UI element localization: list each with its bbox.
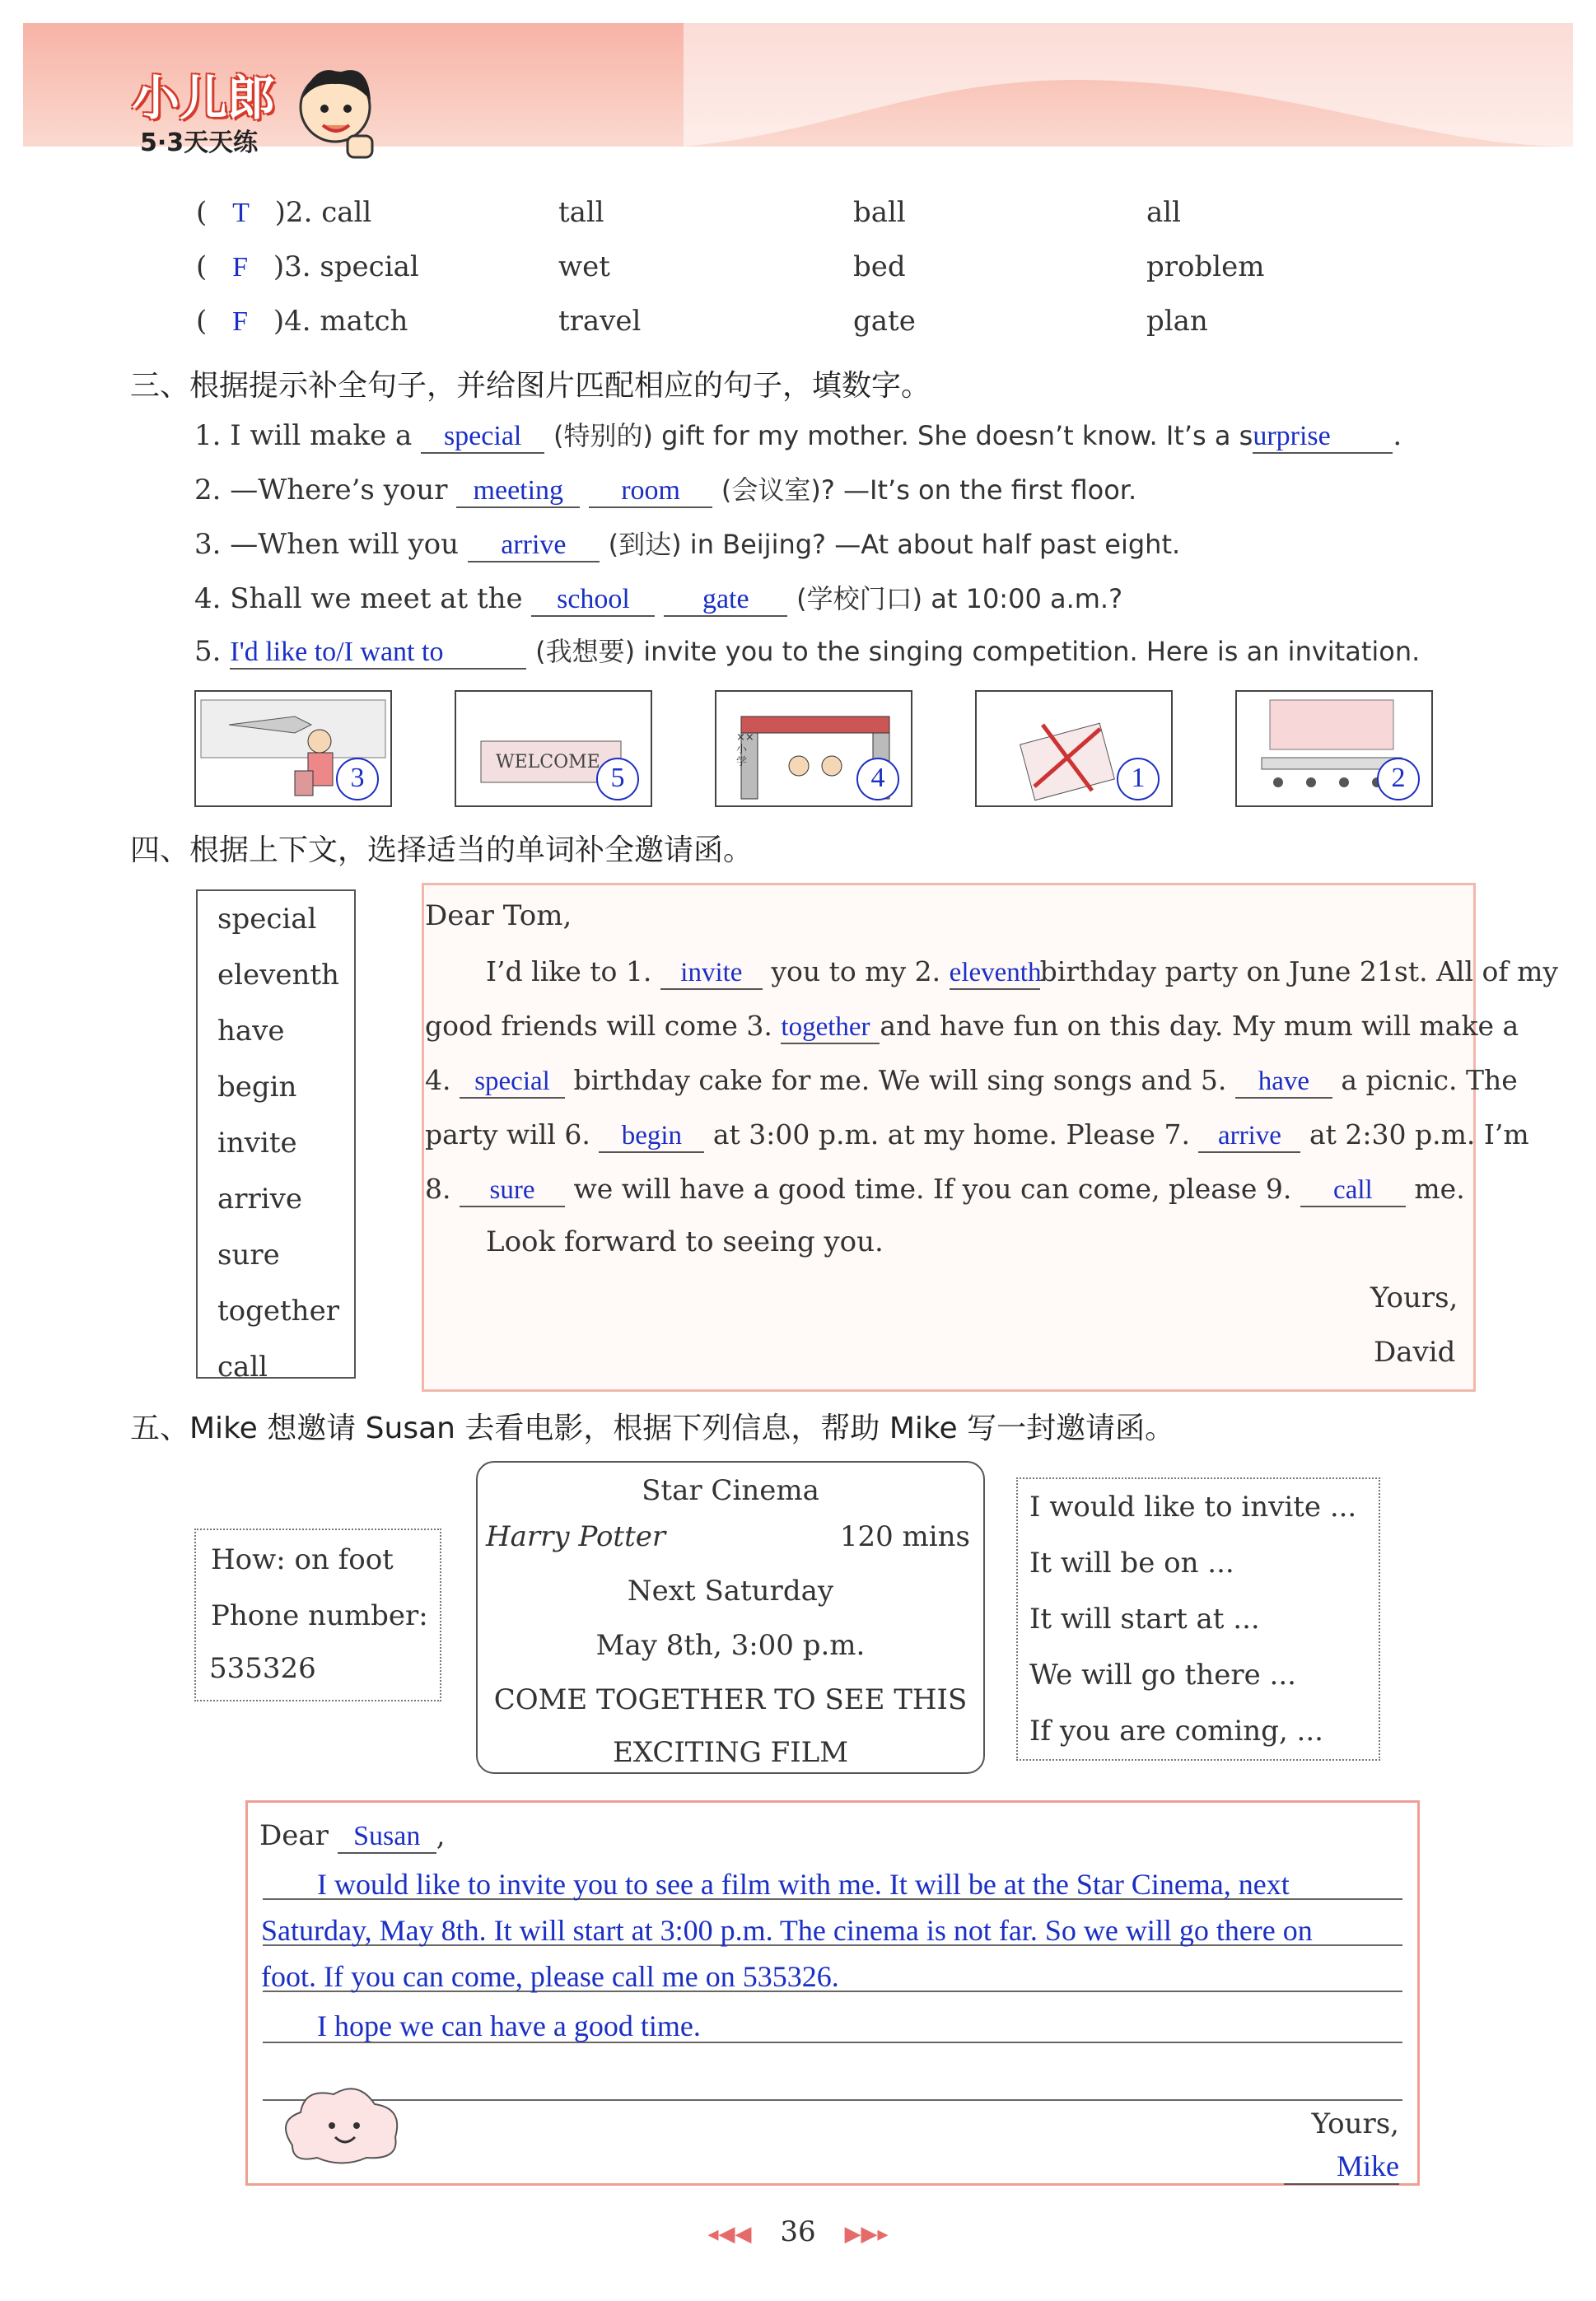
letter-line: I’d like to 1. invite you to my 2. eleventhbirthday party on June 21st. All of my [486, 955, 1558, 990]
answer-blank: gate [664, 584, 787, 617]
word-item: begin [217, 1071, 297, 1104]
word-item: eleventh [217, 959, 339, 992]
picture-meeting-room [1235, 690, 1433, 807]
answer-blank: arrive [468, 530, 600, 562]
judge-mark: F [232, 252, 248, 282]
header-wave [684, 23, 1573, 147]
letter-greeting: Dear Tom, [425, 899, 572, 932]
cloud-face-icon [259, 2071, 424, 2170]
word-item: special [217, 903, 317, 936]
answer-blank: urprise [1253, 421, 1393, 454]
picture-number: 4 [856, 758, 899, 800]
sentence-4: 4. Shall we meet at the school gate (学校门口) at 10:00 a.m.? [194, 582, 1123, 615]
cinema-ticket: Star Cinema Harry Potter 120 mins Next Saturday May 8th, 3:00 p.m. COME TOGETHER TO SEE THIS EXCITING FILM [476, 1461, 985, 1774]
answer-blank: eleventh [950, 958, 1040, 990]
series-name: 5·3天天练 [140, 128, 259, 157]
answer-blank: Susan [338, 1821, 436, 1854]
answer-blank: begin [599, 1121, 704, 1153]
closing: Yours, [1311, 2107, 1399, 2140]
answer-blank: I'd like to/I want to [230, 637, 526, 670]
answer-blank: arrive [1198, 1121, 1300, 1153]
letter-signature: David [1374, 1336, 1456, 1369]
judge-row: ( F )4. match [196, 305, 408, 338]
letter-line: Look forward to seeing you. [486, 1225, 884, 1258]
answer-blank: special [460, 1066, 565, 1099]
info-box: How: on foot Phone number: 535326 [194, 1529, 441, 1701]
picture-welcome [455, 690, 652, 807]
page-footer [0, 2215, 1596, 2248]
page-number: 36 [780, 2215, 816, 2248]
answer-blank: room [589, 475, 712, 508]
mascot-icon [290, 58, 380, 165]
judge-mark: F [232, 306, 248, 337]
letter-line: 4. special birthday cake for me. We will sing songs and 5. have a picnic. The [425, 1064, 1518, 1099]
sentence-2: 2. —Where’s your meeting room (会议室)? —It’s on the first floor. [194, 474, 1137, 506]
prev-arrows-icon: ◂◀◀ [707, 2222, 752, 2247]
answer-blank: sure [460, 1175, 565, 1207]
judge-row: ( F )3. special [196, 250, 419, 283]
letter-line: good friends will come 3. together and have fun on this day. My mum will make a [425, 1010, 1519, 1044]
word-item: call [217, 1351, 268, 1384]
word-item: sure [217, 1239, 280, 1272]
sentence-3: 3. —When will you arrive (到达) in Beijing? —At about half past eight. [194, 528, 1181, 561]
picture-number: 2 [1377, 758, 1420, 800]
letter-line: party will 6. begin at 3:00 p.m. at my home. Please 7. arrive at 2:30 p.m. I’m [425, 1118, 1529, 1153]
picture-number: 1 [1117, 758, 1160, 800]
word-item: have [217, 1015, 285, 1048]
sentence-1: 1. I will make a special (特别的) gift for my mother. She doesn’t know. It’s a surprise . [194, 419, 1402, 452]
answer-blank: special [421, 421, 544, 454]
picture-school-gate [715, 690, 912, 807]
word-item: together [217, 1295, 339, 1328]
answer-blank: meeting [456, 475, 580, 508]
letter-line: 8. sure we will have a good time. If you can come, please 9. call me. [425, 1173, 1465, 1207]
signature: Mike [1284, 2149, 1399, 2185]
section5-title: 五、Mike 想邀请 Susan 去看电影，根据下列信息，帮助 Mike 写一封邀请函。 [130, 1412, 1175, 1445]
picture-gift [975, 690, 1173, 807]
svg-text:WELCOME: WELCOME [496, 752, 600, 772]
word-bank [196, 889, 356, 1384]
answer-blank: call [1300, 1175, 1406, 1207]
answer-blank: invite [660, 958, 763, 990]
answer-text: foot. If you can come, please call me on 535326. [261, 1960, 839, 1993]
school-sign: ××小学 [736, 731, 754, 768]
sentence-5: 5. I'd like to/I want to (我想要) invite you to the singing competition. Here is an invitation. [194, 635, 1421, 668]
picture-airport [194, 690, 392, 807]
answer-blank: have [1235, 1066, 1332, 1099]
letter-closing: Yours, [1370, 1281, 1458, 1314]
picture-number: 5 [596, 758, 639, 800]
answer-text: I hope we can have a good time. [317, 2009, 701, 2042]
answer-blank: school [531, 584, 655, 617]
next-arrows-icon: ▶▶▸ [844, 2222, 889, 2247]
section3-title: 三、根据提示补全句子，并给图片匹配相应的句子，填数字。 [130, 369, 931, 403]
answer-text: I would like to invite you to see a film with me. It will be at the Star Cinema, next [317, 1868, 1290, 1901]
answer-blank: together [781, 1012, 880, 1044]
prompt-box: I would like to invite ... It will be on ... It will start at ... We will go there ... If you are coming, ... [1016, 1477, 1380, 1761]
judge-row: ( T )2. call [196, 196, 372, 229]
writing-area: Dear Susan , I would like to invite you to see a film with me. It will be at the Star Cinema, next Saturday, May 8th. It will start at 3:00 p.m. The cinema is not far. So we will go there on foot. If you can come, please call me on 535326. I hope we can have a good time. Yours, Mike [245, 1800, 1420, 2186]
word-item: invite [217, 1127, 297, 1160]
picture-number: 3 [336, 758, 379, 800]
judge-mark: T [232, 198, 250, 228]
answer-text: Saturday, May 8th. It will start at 3:00 p.m. The cinema is not far. So we will go there on [261, 1914, 1313, 1947]
section4-title: 四、根据上下文，选择适当的单词补全邀请函。 [130, 833, 754, 867]
word-item: arrive [217, 1183, 302, 1216]
brand-logo: 小儿郎 [132, 70, 276, 126]
